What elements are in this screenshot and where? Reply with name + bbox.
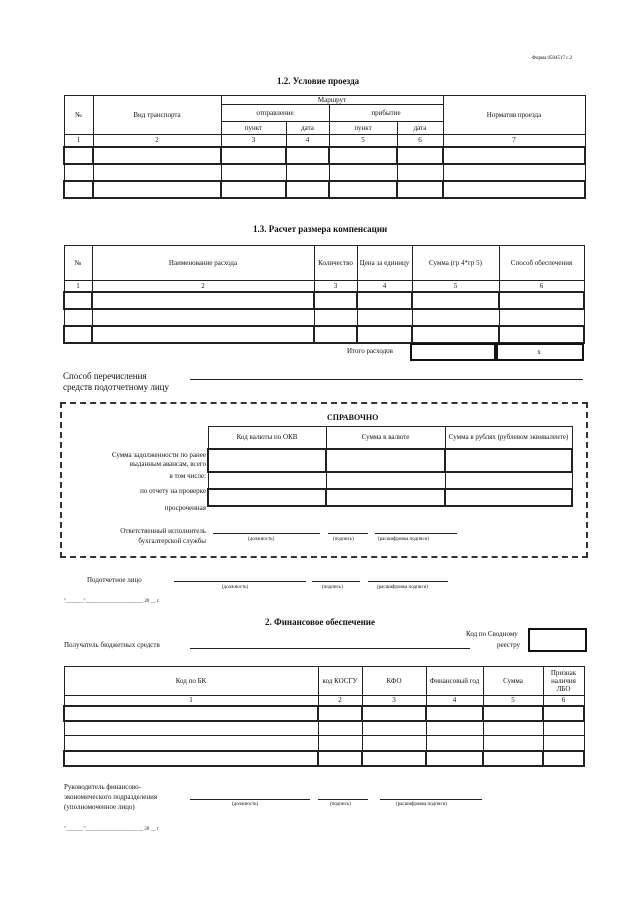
transfer-label-1: Способ перечисления — [63, 371, 147, 381]
travel-col-no: № — [64, 96, 93, 135]
travel-col-departure: отправление — [221, 105, 329, 122]
fin-col-lbo: Признак наличия ЛБО — [543, 667, 584, 696]
comp-row — [64, 292, 584, 309]
comp-num: 6 — [499, 281, 584, 292]
fin-num: 5 — [483, 696, 543, 706]
travel-col-date-arr: дата — [397, 122, 443, 135]
total-label: Итого расходов — [347, 347, 393, 355]
ref-col-currency-sum: Сумма в валюте — [326, 427, 445, 449]
total-x-cell: x — [494, 343, 584, 361]
head-cap-position: (должность) — [232, 802, 259, 807]
compensation-heading: 1.3. Расчет размера компенсации — [253, 224, 388, 234]
travel-row — [64, 164, 585, 181]
transfer-label-2: средств подотчетному лицу — [63, 382, 169, 392]
fin-col-sum: Сумма — [483, 667, 543, 696]
travel-col-transport: Вид транспорта — [93, 96, 221, 135]
travel-col-point-arr: пункт — [329, 122, 397, 135]
accountable-cap-position: (должность) — [222, 585, 249, 590]
executor-cap-signature: (подпись) — [333, 537, 354, 542]
comp-num: 3 — [314, 281, 357, 292]
travel-col-date-dep: дата — [286, 122, 329, 135]
accountable-cap-decoding: (расшифровка подписи) — [377, 585, 429, 590]
travel-num: 6 — [397, 135, 443, 147]
registry-code-field[interactable] — [528, 628, 587, 652]
comp-col-no: № — [64, 246, 92, 281]
form-code: Форма 0504517 с.2 — [532, 56, 573, 61]
registry-code-label-2: реестру — [497, 641, 521, 649]
recipient-label: Получатель бюджетных средств — [64, 641, 160, 649]
travel-table — [63, 95, 586, 199]
recipient-field[interactable] — [190, 648, 470, 649]
head-label-1: Руководитель финансово- — [64, 783, 141, 791]
ref-row-debt — [208, 449, 572, 472]
accountable-cap-signature: (подпись) — [322, 585, 343, 590]
comp-col-name: Наименование расхода — [92, 246, 314, 281]
comp-num: 5 — [412, 281, 499, 292]
executor-decoding-field[interactable] — [375, 533, 457, 534]
ref-row-report — [208, 472, 572, 489]
fin-num: 4 — [426, 696, 483, 706]
comp-row — [64, 309, 584, 326]
comp-col-qty: Количество — [314, 246, 357, 281]
comp-row — [64, 326, 584, 343]
executor-label-2: бухгалтерской службы — [138, 537, 206, 545]
reference-title: СПРАВОЧНО — [327, 413, 379, 422]
travel-col-arrival: прибытие — [329, 105, 443, 122]
travel-num: 1 — [64, 135, 93, 147]
comp-num: 4 — [357, 281, 412, 292]
executor-signature-field[interactable] — [328, 533, 368, 534]
transfer-field[interactable] — [190, 379, 583, 380]
ref-col-currency-code: Код валюты по ОКВ — [208, 427, 326, 449]
accountable-label: Подотчетное лицо — [87, 576, 142, 584]
travel-col-route: Маршрут — [221, 96, 443, 105]
fin-row — [64, 736, 584, 751]
fin-row — [64, 721, 584, 736]
ref-row-including-label: в том числе: — [169, 472, 206, 480]
ref-row-overdue — [208, 489, 572, 506]
travel-col-point-dep: пункт — [221, 122, 286, 135]
comp-col-sum: Сумма (гр 4*гр 5) — [412, 246, 499, 281]
travel-col-norm: Норматив проезда — [443, 96, 585, 135]
accountable-signature-field[interactable] — [312, 581, 360, 582]
head-cap-decoding: (расшифровка подписи) — [396, 802, 448, 807]
ref-row-report-label: по отчету на проверке — [140, 487, 206, 495]
ref-row-debt-label: Сумма задолженности по ранее выданным авансам, всего — [111, 451, 206, 468]
travel-row — [64, 181, 585, 198]
travel-num: 2 — [93, 135, 221, 147]
head-label-2: экономического подразделения — [64, 793, 158, 801]
head-position-field[interactable] — [190, 799, 310, 800]
travel-num: 4 — [286, 135, 329, 147]
head-signature-field[interactable] — [318, 799, 368, 800]
travel-num: 3 — [221, 135, 286, 147]
travel-row — [64, 147, 585, 164]
total-sum-field[interactable] — [410, 343, 498, 361]
accountable-position-field[interactable] — [174, 581, 306, 582]
comp-num: 1 — [64, 281, 92, 292]
accountable-decoding-field[interactable] — [368, 581, 448, 582]
head-cap-signature: (подпись) — [330, 802, 351, 807]
registry-code-label-1: Код по Сводному — [466, 630, 518, 638]
fin-num: 1 — [64, 696, 318, 706]
executor-cap-position: (должность) — [248, 537, 275, 542]
fin-col-kfo: КФО — [362, 667, 426, 696]
fin-num: 2 — [318, 696, 362, 706]
travel-heading: 1.2. Условие проезда — [277, 76, 360, 86]
compensation-table — [63, 245, 585, 344]
head-date[interactable]: "_______"_______________________ 20 __ г — [64, 827, 159, 832]
executor-position-field[interactable] — [213, 533, 320, 534]
comp-num: 2 — [92, 281, 314, 292]
travel-num: 7 — [443, 135, 585, 147]
travel-num: 5 — [329, 135, 397, 147]
fin-col-bk: Код по БК — [64, 667, 318, 696]
head-label-3: (уполномоченное лицо) — [64, 803, 135, 811]
reference-table — [207, 426, 573, 507]
ref-row-overdue-label: просроченная — [164, 504, 206, 512]
fin-col-year: Финансовый год — [426, 667, 483, 696]
fin-num: 3 — [362, 696, 426, 706]
comp-col-price: Цена за единицу — [357, 246, 412, 281]
executor-cap-decoding: (расшифровка подписи) — [378, 537, 430, 542]
fin-row — [64, 706, 584, 721]
fin-num: 6 — [543, 696, 584, 706]
finance-heading: 2. Финансовое обеспечение — [265, 617, 375, 627]
fin-row — [64, 751, 584, 766]
finance-table — [63, 666, 585, 767]
accountable-date[interactable]: "_______"_______________________ 20 __ г. — [64, 599, 160, 604]
comp-col-method: Способ обеспечения — [499, 246, 584, 281]
executor-label-1: Ответственный исполнитель — [120, 527, 206, 535]
head-decoding-field[interactable] — [380, 799, 482, 800]
fin-col-kosgu: код КОСГУ — [318, 667, 362, 696]
ref-col-rub-sum: Сумма в рублях (рублевом эквиваленте) — [445, 427, 572, 449]
